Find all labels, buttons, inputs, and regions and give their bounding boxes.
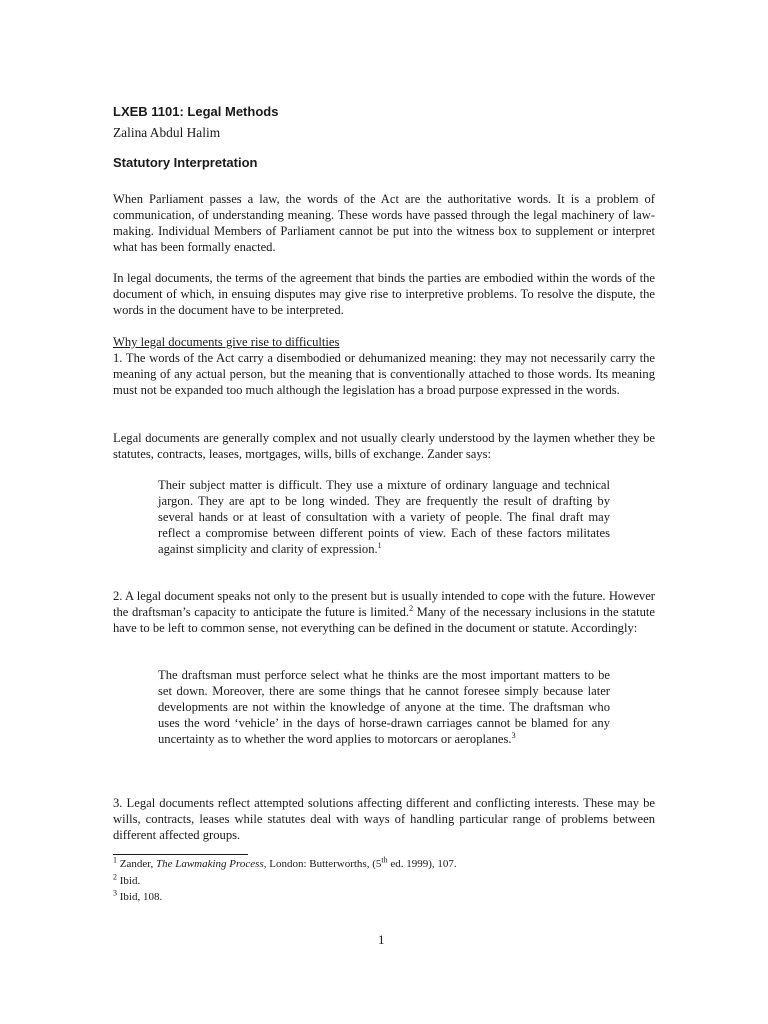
- section-title: Statutory Interpretation: [113, 155, 258, 170]
- footnote-2: [113, 872, 141, 888]
- footnote-3: [113, 888, 163, 904]
- footnote-1-pre: Zander,: [117, 858, 156, 870]
- paragraph-complexity: Legal documents are generally complex and not usually clearly understood by the laymen whether they be statutes, contracts, leases, mortgages, wills, bills of exchange. Zander says:: [113, 431, 655, 461]
- paragraph-point-2-text-b: Many of the necessary inclusions in the statute have to be left to common sense, not everything can be defined in the document or statute. Accordingly:: [113, 605, 655, 635]
- footnote-1: [113, 855, 457, 871]
- subheading-difficulties: Why legal documents give rise to difficulties: [113, 335, 340, 349]
- footnote-2-number: 2: [113, 872, 117, 882]
- paragraph-point-1: 1. The words of the Act carry a disembodied or dehumanized meaning: they may not necessarily carry the meaning of any actual person, but the meaning that is conventionally attached to those words. Its meaning must not be expanded too much although the legislation has a broad purpose expressed in the words.: [113, 351, 655, 397]
- page-number: 1: [378, 932, 385, 947]
- footnote-1-title: The Lawmaking Process,: [155, 858, 267, 870]
- course-title: LXEB 1101: Legal Methods: [113, 104, 279, 119]
- footnote-divider: [113, 854, 248, 855]
- footnote-1-edition-suffix: th: [381, 855, 388, 865]
- footnote-ref-1: 1: [377, 540, 382, 550]
- quote-zander-text: Their subject matter is difficult. They use a mixture of ordinary language and technical jargon. They are apt to be long winded. They are frequently the result of drafting by several hands or at least of consultation with a variety of people. The final draft may reflect a compromise between different points of view. Each of these factors militates against simplicity and clarity of expression.: [158, 478, 610, 556]
- footnote-1-mid: London: Butterworths, (5: [266, 858, 382, 870]
- footnote-2-text: Ibid.: [117, 875, 141, 887]
- quote-draftsman: [158, 667, 610, 747]
- footnote-1-post: ed. 1999), 107.: [387, 858, 457, 870]
- paragraph-intro: When Parliament passes a law, the words of the Act are the authoritative words. It is a problem of communication, of understanding meaning. These words have passed through the legal machinery of law-making. Individual Members of Parliament cannot be put into the witness box to supplement or interpret what has been formally enacted.: [113, 192, 655, 254]
- footnote-3-text: Ibid, 108.: [117, 891, 163, 903]
- quote-draftsman-text: The draftsman must perforce select what he thinks are the most important matters to be set down. Moreover, there are some things that he cannot foresee simply because later developments are not within the knowledge of anyone at the time. The draftsman who uses the word ‘vehicle’ in the days of horse-drawn carriages cannot be blamed for any uncertainty as to whether the word applies to motorcars or aeroplanes.: [158, 668, 610, 746]
- footnote-ref-2: 2: [409, 603, 414, 613]
- paragraph-legal-documents: In legal documents, the terms of the agreement that binds the parties are embodied within the words of the document of which, in ensuing disputes may give rise to interpretive problems. To resolve the dispute, the words in the document have to be interpreted.: [113, 271, 655, 317]
- author-name: Zalina Abdul Halim: [113, 125, 221, 140]
- paragraph-point-3: 3. Legal documents reflect attempted solutions affecting different and conflicting interests. These may be wills, contracts, leases while statutes deal with ways of handling particular range of problems between different affected groups.: [113, 796, 655, 842]
- footnote-1-number: 1: [113, 855, 117, 865]
- paragraph-point-2: [113, 588, 655, 636]
- paragraph-point-2-text-a: 2. A legal document speaks not only to the present but is usually intended to cope with the future. However the draftsman’s capacity to anticipate the future is limited.: [113, 589, 655, 619]
- footnote-ref-3: 3: [511, 730, 516, 740]
- quote-zander: [158, 477, 610, 557]
- footnote-3-number: 3: [113, 888, 117, 898]
